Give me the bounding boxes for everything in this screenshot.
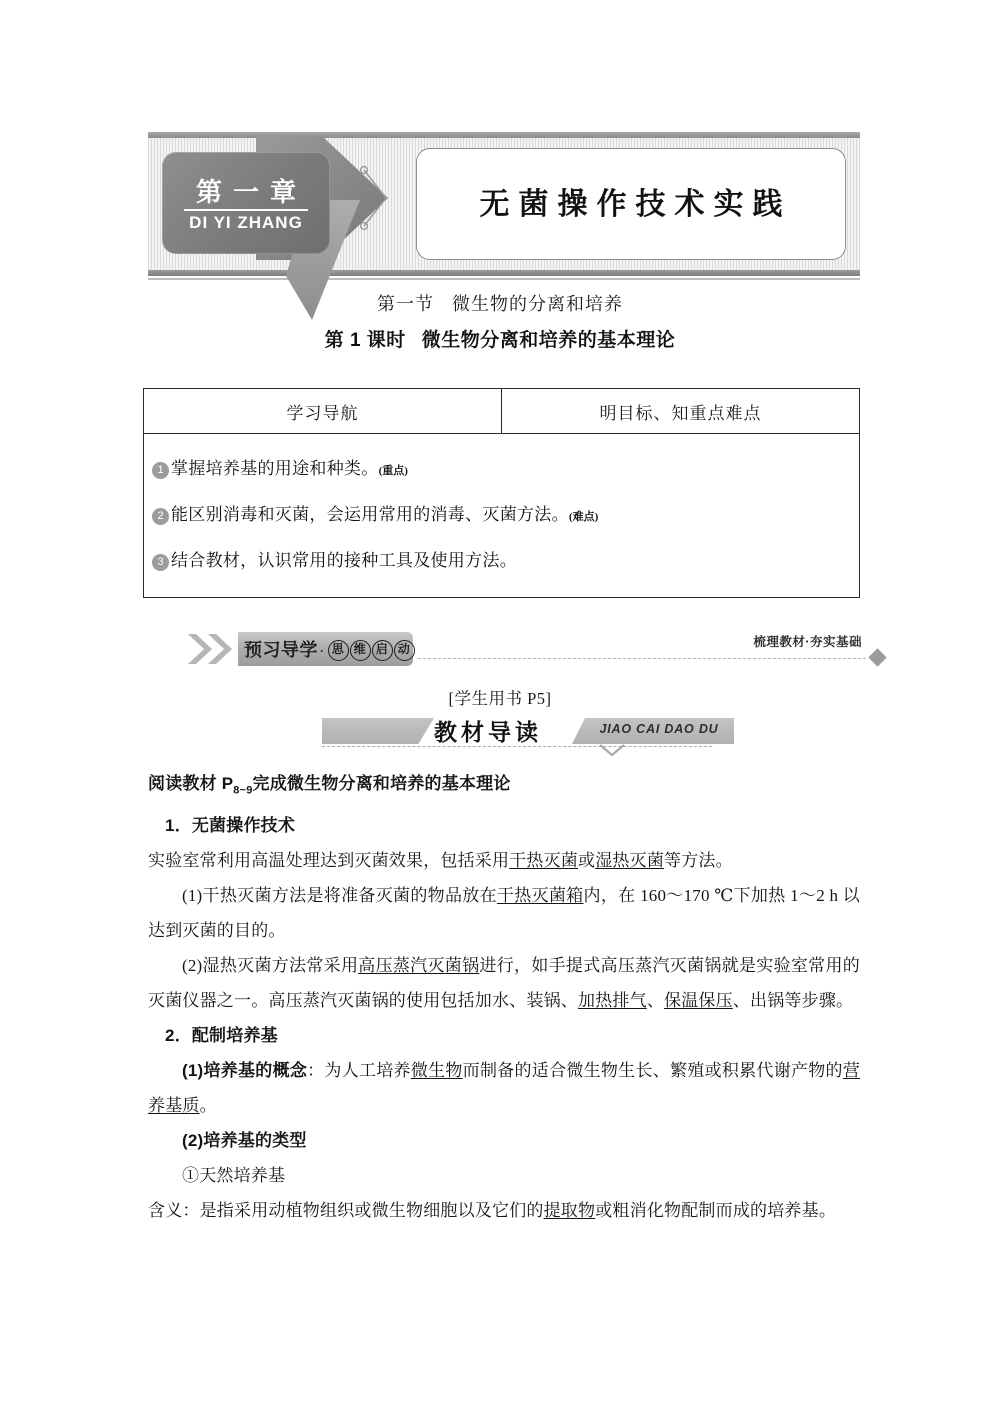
chapter-header-banner — [148, 130, 860, 278]
list-item — [152, 546, 843, 572]
paragraph-4 — [148, 1053, 860, 1123]
preview-label-dot: · — [320, 644, 325, 659]
diamond-icon — [868, 648, 886, 666]
preview-circled-3: 启 — [372, 640, 393, 661]
preview-circled-4: 动 — [394, 640, 415, 661]
teach-banner-title: 教材导读 — [434, 719, 542, 745]
chapter-plate-underline — [184, 209, 308, 211]
p1-b: 或 — [578, 851, 596, 871]
p3-a: (2)湿热灭菌方法常采用 — [182, 956, 359, 976]
learning-guide-body — [144, 434, 859, 596]
lesson-heading-line — [0, 325, 1000, 352]
teach-banner-pinyin: JIAO CAI DAO DU — [599, 722, 719, 736]
learning-guide-table — [143, 388, 860, 598]
goal-tag-2: (难点) — [568, 511, 599, 523]
preview-circled-1: 思 — [328, 640, 349, 661]
chevron-down-icon — [598, 743, 626, 757]
paragraph-6: ①天然培养基 — [182, 1166, 286, 1186]
paragraph-7 — [148, 1193, 860, 1228]
p7-underline-1: 提取物 — [543, 1201, 596, 1221]
p4-a: ：为人工培养 — [307, 1061, 411, 1081]
goal-bullet-3: 3 — [152, 554, 169, 571]
preview-section-banner — [186, 630, 886, 668]
heading-2: 2．配制培养基 — [165, 1026, 278, 1046]
p4-c: 。 — [199, 1096, 217, 1116]
learning-guide-header-right: 明目标、知重点难点 — [599, 403, 762, 423]
student-book-reference: [学生用书 P5] — [448, 689, 552, 708]
section-heading-line — [0, 290, 1000, 316]
paragraph-2 — [148, 878, 860, 948]
paragraph-5: (2)培养基的类型 — [182, 1131, 307, 1151]
reading-page-range: 8~9 — [233, 784, 253, 797]
teach-banner-left-block — [322, 718, 434, 744]
section-label: 第一节 — [377, 294, 434, 314]
p1-a: 实验室常利用高温处理达到灭菌效果，包括采用 — [148, 851, 510, 871]
p4-underline-2: 营养基质 — [148, 1061, 861, 1116]
goal-tag-1: (重点) — [378, 465, 408, 477]
reading-post: 完成微生物分离和培养的基本理论 — [252, 774, 511, 793]
goal-bullet-1: 1 — [152, 462, 169, 479]
p3-c: 、 — [646, 991, 665, 1011]
banner-bottom-rule — [148, 270, 860, 276]
preview-banner-dashed-line — [418, 658, 866, 659]
p3-underline-1: 高压蒸汽灭菌锅 — [358, 956, 480, 976]
chapter-number-cn: 第一章 — [195, 177, 307, 207]
preview-label-main: 预习导学 — [244, 640, 318, 660]
p2-b: 内，在 160～170 ℃下加热 1～2 h 以达到灭菌的目的。 — [148, 886, 860, 941]
lesson-body — [148, 766, 860, 1228]
p7-a: 含义：是指采用动植物组织或微生物细胞以及它们的 — [148, 1201, 544, 1221]
lesson-title: 微生物分离和培养的基本理论 — [421, 330, 676, 351]
goal-text-1: 掌握培养基的用途和种类。 — [171, 459, 379, 478]
p1-underline-1: 干热灭菌 — [509, 851, 579, 871]
p3-underline-2: 加热排气 — [578, 991, 647, 1011]
paragraph-1 — [148, 843, 860, 878]
list-item — [152, 500, 843, 526]
banner-bottom-rule-thin — [148, 278, 860, 280]
p4-b: 而制备的适合微生物生长、繁殖或积累代谢产物的 — [462, 1061, 843, 1081]
preview-banner-note: 梳理教材·夯实基础 — [753, 635, 862, 649]
p4-underline-1: 微生物 — [410, 1061, 463, 1081]
preview-circled-2: 维 — [350, 640, 371, 661]
paragraph-3 — [148, 948, 860, 1018]
p3-underline-3: 保温保压 — [664, 991, 733, 1011]
p2-underline-1: 干热灭菌箱 — [496, 886, 584, 906]
reading-instruction — [148, 766, 860, 808]
teach-banner-dashed-line — [322, 746, 712, 747]
learning-guide-header-row — [144, 389, 859, 434]
double-chevron-icon — [186, 632, 244, 666]
goal-bullet-2: 2 — [152, 508, 169, 525]
chapter-title: 无菌操作技术实践 — [479, 188, 792, 221]
chapter-title-box — [416, 148, 846, 260]
reading-pre: 阅读教材 P — [148, 774, 234, 793]
p3-b: 进行，如手提式高压蒸汽灭菌锅就是实验室常用的灭菌仪器之一。高压蒸汽灭菌锅的使用包括加水、装锅、 — [148, 956, 860, 1011]
list-item — [152, 454, 843, 480]
lesson-label: 第 1 课时 — [324, 330, 406, 351]
p1-c: 等方法。 — [664, 851, 733, 871]
p4-label: (1)培养基的概念 — [182, 1061, 308, 1081]
p1-underline-2: 湿热灭菌 — [595, 851, 665, 871]
learning-guide-header-left: 学习导航 — [144, 389, 502, 433]
teaching-guide-banner — [322, 714, 734, 754]
preview-banner-label — [244, 636, 414, 662]
p2-a: (1)干热灭菌方法是将准备灭菌的物品放在 — [182, 886, 497, 906]
chapter-number-plate — [162, 152, 330, 254]
section-title: 微生物的分离和培养 — [452, 294, 623, 314]
p7-b: 或粗消化物配制而成的培养基。 — [595, 1201, 837, 1221]
goal-text-3: 结合教材，认识常用的接种工具及使用方法。 — [171, 551, 517, 570]
p3-d: 、出锅等步骤。 — [732, 991, 854, 1011]
chapter-number-pinyin: DI YI ZHANG — [189, 213, 303, 232]
heading-1: 1．无菌操作技术 — [165, 816, 296, 836]
goal-text-2: 能区别消毒和灭菌，会运用常用的消毒、灭菌方法。 — [171, 505, 569, 524]
